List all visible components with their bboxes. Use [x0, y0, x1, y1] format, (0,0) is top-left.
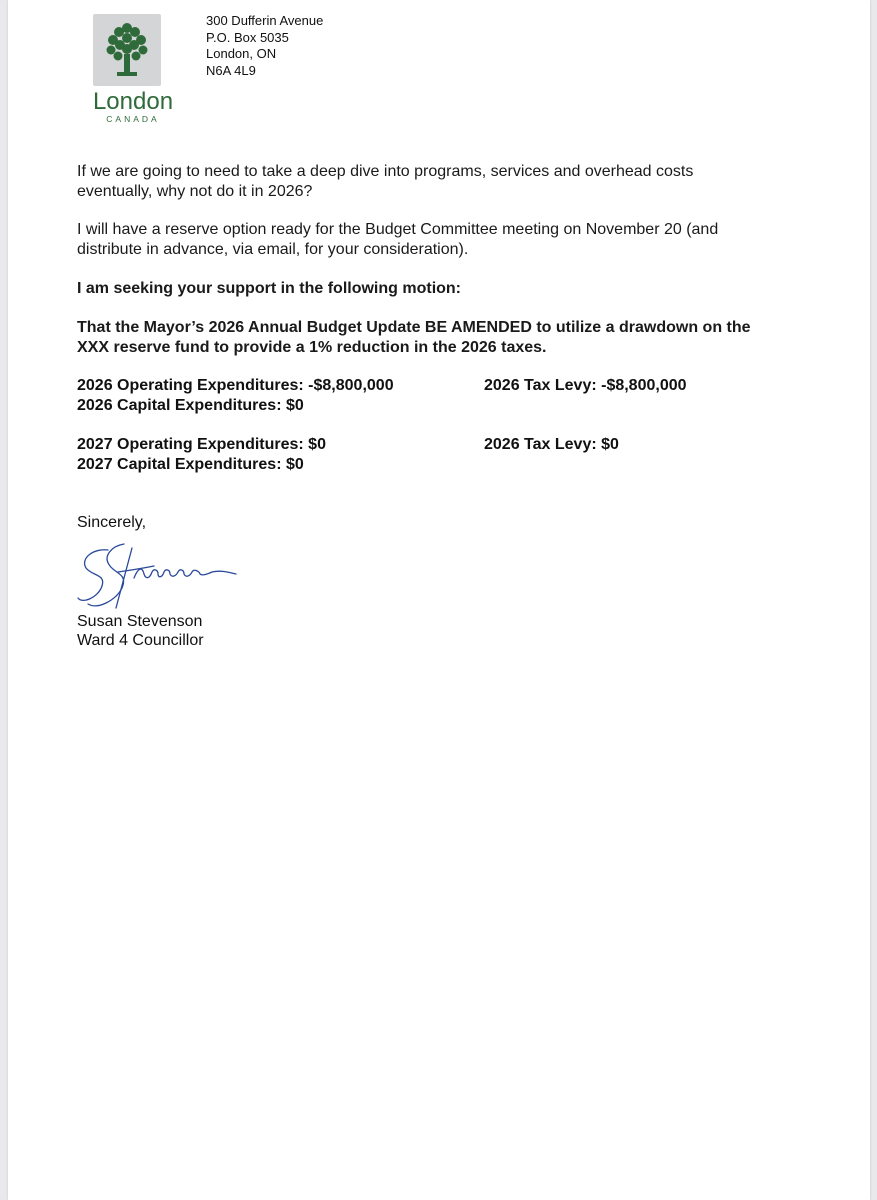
handwritten-signature — [72, 538, 242, 612]
tax-levy-2026: 2026 Tax Levy: -$8,800,000 — [484, 377, 687, 394]
operating-expenditures-2027: 2027 Operating Expenditures: $0 — [77, 436, 326, 453]
motion-text — [77, 318, 751, 357]
logo-wordmark: London — [92, 88, 174, 115]
text-line: If we are going to need to take a deep dive into programs, services and overhead costs — [77, 163, 694, 180]
address-block — [206, 13, 323, 79]
signatory-name: Susan Stevenson — [77, 613, 203, 630]
address-line: P.O. Box 5035 — [206, 29, 289, 45]
logo-subtitle: CANADA — [106, 114, 160, 124]
logo-tree-emblem — [93, 14, 161, 86]
seeking-support-heading: I am seeking your support in the following motion: — [77, 280, 462, 297]
address-line: N6A 4L9 — [206, 62, 256, 78]
paragraph-reserve-option — [77, 220, 718, 259]
paragraph-deep-dive — [77, 162, 693, 201]
salutation: Sincerely, — [77, 514, 147, 531]
operating-expenditures-2026: 2026 Operating Expenditures: -$8,800,000 — [77, 377, 394, 394]
signatory-title: Ward 4 Councillor — [77, 632, 204, 649]
capital-expenditures-2026: 2026 Capital Expenditures: $0 — [77, 397, 304, 414]
address-line: 300 Dufferin Avenue — [206, 13, 324, 28]
tax-levy-2026-second: 2026 Tax Levy: $0 — [484, 436, 619, 453]
text-line: That the Mayor’s 2026 Annual Budget Update BE AMENDED to utilize a drawdown on the — [77, 319, 751, 336]
capital-expenditures-2027: 2027 Capital Expenditures: $0 — [77, 456, 304, 473]
text-line: XXX reserve fund to provide a 1% reduction in the 2026 taxes. — [77, 338, 547, 356]
tree-icon — [93, 14, 161, 86]
text-line: distribute in advance, via email, for your consideration). — [77, 240, 469, 258]
letter-page — [8, 0, 870, 1200]
text-line: eventually, why not do it in 2026? — [77, 182, 313, 200]
text-line: I will have a reserve option ready for the Budget Committee meeting on November 20 (and — [77, 221, 719, 238]
address-line: London, ON — [206, 46, 277, 61]
